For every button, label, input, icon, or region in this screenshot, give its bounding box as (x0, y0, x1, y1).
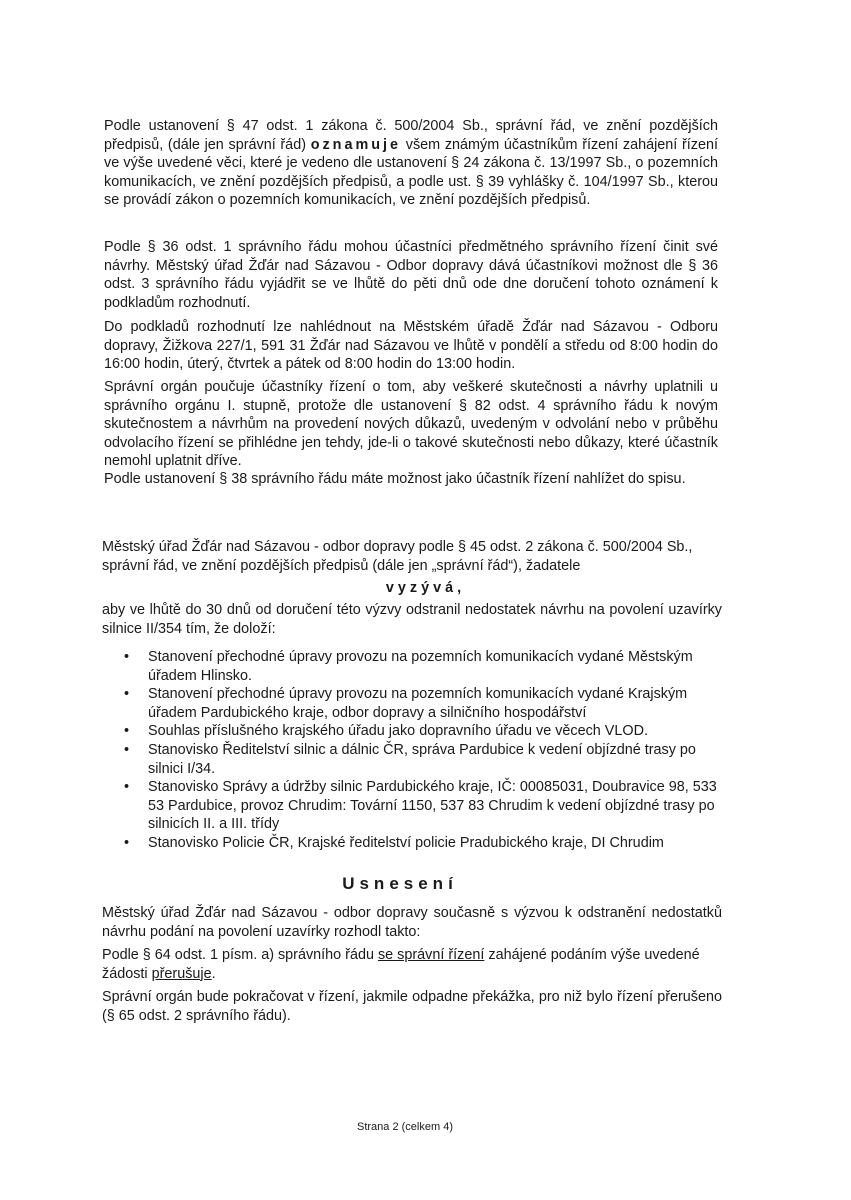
paragraph-nahlizeni: Podle ustanovení § 38 správního řádu máte možnost jako účastník řízení nahlížet do spisu. (104, 471, 686, 487)
paragraph-oznameni (104, 117, 718, 210)
paragraph-preruseni (102, 946, 722, 983)
list-item-text: Stanovisko Ředitelství silnic a dálnic ČR, správa Pardubice k vedení objízdné trasy po silnici I/34. (148, 741, 696, 777)
p1-text-a: Podle ustanovení § 47 odst. 1 zákona č. 500/2004 Sb., správní řád, ve znění pozdějších předpisů, (dále jen správní řád) (104, 118, 718, 153)
bullet-icon: • (124, 686, 130, 703)
list-item (122, 834, 722, 853)
p1-text-c: všem známým účastníkům řízení zahájení řízení ve výše uvedené věci, které je vedeno dle ustanovení § 24 zákona č. 13/1997 Sb., o pozemních komunikacích, ve znění pozdějších předpisů, a podle ust. § 39 vyhlášky č. 104/1997 Sb., kterou se provádí zákon o pozemních komunikacích, ve znění pozdějších předpisů. (104, 136, 718, 209)
p9-text-c: žádosti (102, 965, 152, 982)
paragraph-pouceni: Správní orgán poučuje účastníky řízení o tom, aby veškeré skutečnosti a návrhy uplatnili u správního orgánu I. stupně, protože dle ustanovení § 82 odst. 4 správního řádu k novým skutečnostem a návrhům na provedení nových důkazů, uvedeným v odvolání nebo v průběhu odvolacího řízení se přihlédne jen tehdy, jde-li o takové skutečnosti nebo důkazy, které účastník nemohl uplatnit dříve. (104, 379, 718, 470)
list-item-text: Stanovisko Správy a údržby silnic Pardubického kraje, IČ: 00085031, Doubravice 98, 533 53 Pardubice, provoz Chrudim: Tovární 1150, 537 83 Chrudim k vedení objízdné trasy po silnicích II. a III. třídy (148, 779, 717, 833)
list-item-text: Stanovisko Policie ČR, Krajské ředitelství policie Pradubického kraje, DI Chrudim (148, 834, 664, 851)
page-number: Strana 2 (celkem 4) (357, 1121, 453, 1133)
vyzyva-heading: vyzývá, (385, 580, 466, 596)
paragraph-navrhy: Podle § 36 odst. 1 správního řádu mohou účastníci předmětného správního řízení činit své návrhy. Městský úřad Žďár nad Sázavou - Odbor dopravy dává účastníkovi možnost dle § 36 odst. 3 správního řádu vyjádřit se ve lhůtě do pěti dnů ode dne doručení tohoto oznámení k podkladům rozhodnutí. (104, 239, 718, 311)
bullet-icon: • (124, 649, 130, 665)
list-item (122, 741, 722, 778)
usneseni-heading: Usnesení (342, 874, 458, 893)
bullet-icon: • (124, 779, 130, 796)
bullet-icon: • (124, 741, 130, 758)
list-item-text: Souhlas příslušného krajského úřadu jako dopravního úřadu ve věcech VLOD. (148, 723, 648, 740)
paragraph-podklady: Do podkladů rozhodnutí lze nahlédnout na Městském úřadě Žďár nad Sázavou - Odboru dopravy, Žižkova 227/1, 591 31 Žďár nad Sázavou ve lhůtě v pondělí a středu od 8:00 hodin do 16:00 hodin, úterý, čtvrtek a pátek od 8:00 hodin do 13:00 hodin. (104, 319, 718, 373)
p9-text-d: . (211, 965, 216, 982)
p9-text-b: zahájené podáním výše uvedené (484, 947, 700, 963)
p9-text-a: Podle § 64 odst. 1 písm. a) správního řádu (102, 947, 378, 963)
list-item (122, 778, 722, 834)
paragraph-vyzva-text: aby ve lhůtě do 30 dnů od doručení této výzvy odstranil nedostatek návrhu na povolení uzavírky silnice II/354 tím, že doloží: (102, 602, 722, 637)
paragraph-pokracovani: Správní orgán bude pokračovat v řízení, jakmile odpadne překážka, pro niž bylo řízení přerušeno (§ 65 odst. 2 správního řádu). (102, 989, 722, 1024)
bullet-icon: • (124, 834, 130, 851)
p9-underline-rizeni: se správní řízení (377, 947, 485, 963)
list-item-text: Stanovení přechodné úpravy provozu na pozemních komunikacích vydané Krajským úřadem Pardubického kraje, odbor dopravy a silničního hospodářství (148, 686, 688, 721)
paragraph-vyzva-intro: Městský úřad Žďár nad Sázavou - odbor dopravy podle § 45 odst. 2 zákona č. 500/2004 Sb., správní řád, ve znění pozdějších předpisů (dále jen „správní řád“), žadatele (102, 539, 693, 574)
list-item (122, 685, 722, 722)
p1-oznamuje: oznamuje (310, 136, 402, 153)
bullet-icon: • (124, 723, 130, 740)
list-item (122, 722, 722, 741)
p9-underline-prerusuje: přerušuje (151, 965, 212, 982)
list-item (122, 648, 722, 685)
list-item-text: Stanovení přechodné úpravy provozu na pozemních komunikacích vydané Městským úřadem Hlinsko. (148, 649, 693, 684)
paragraph-usneseni: Městský úřad Žďár nad Sázavou - odbor dopravy současně s výzvou k odstranění nedostatků návrhu podání na povolení uzavírky rozhodl takto: (102, 905, 722, 940)
required-documents-list (122, 648, 722, 853)
